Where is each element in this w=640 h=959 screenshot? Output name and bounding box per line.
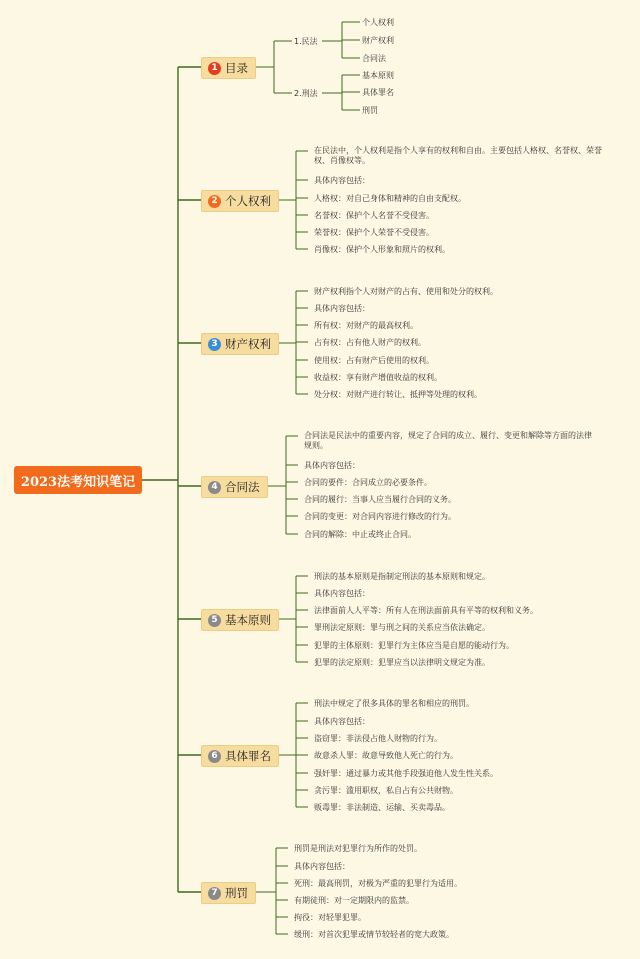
section-label: 财产权利 bbox=[225, 337, 271, 351]
detail-text: 具体内容包括： bbox=[314, 717, 370, 726]
detail-text: 合同的要件：合同成立的必要条件。 bbox=[304, 478, 432, 487]
section-specific-crimes[interactable] bbox=[201, 745, 279, 767]
section-punishment[interactable] bbox=[201, 882, 256, 904]
section-property-rights[interactable] bbox=[201, 333, 279, 355]
badge-5: 5 bbox=[208, 614, 221, 627]
toc-item[interactable]: 个人权利 bbox=[362, 18, 394, 27]
detail-text: 故意杀人罪：故意导致他人死亡的行为。 bbox=[314, 751, 458, 760]
detail-text: 贪污罪：滥用职权，私自占有公共财物。 bbox=[314, 786, 458, 795]
detail-text: 在民法中，个人权利是指个人享有的权利和自由。主要包括人格权、名誉权、荣誉权、肖像权等。 bbox=[314, 146, 602, 165]
section-basic-principles[interactable] bbox=[201, 609, 279, 631]
detail-text: 强奸罪：通过暴力或其他手段强迫他人发生性关系。 bbox=[314, 769, 498, 778]
detail-text: 人格权：对自己身体和精神的自由支配权。 bbox=[314, 194, 466, 203]
toc-item[interactable]: 具体罪名 bbox=[362, 88, 394, 97]
detail-text: 占有权：占有他人财产的权利。 bbox=[314, 338, 426, 347]
section-contract-law[interactable] bbox=[201, 476, 268, 498]
detail-text: 使用权：占有财产后使用的权利。 bbox=[314, 356, 434, 365]
toc-item[interactable]: 合同法 bbox=[362, 54, 386, 63]
section-label: 刑罚 bbox=[225, 886, 248, 900]
detail-text: 刑罚是刑法对犯罪行为所作的处罚。 bbox=[294, 844, 422, 853]
section-toc[interactable] bbox=[201, 57, 256, 79]
detail-text: 犯罪的主体原则：犯罪行为主体应当是自愿的能动行为。 bbox=[314, 641, 514, 650]
detail-text: 刑法中规定了很多具体的罪名和相应的刑罚。 bbox=[314, 699, 474, 708]
detail-text: 名誉权：保护个人名誉不受侵害。 bbox=[314, 211, 434, 220]
detail-text: 荣誉权：保护个人荣誉不受侵害。 bbox=[314, 228, 434, 237]
section-label: 基本原则 bbox=[225, 613, 271, 627]
section-label: 目录 bbox=[225, 61, 248, 75]
detail-text: 具体内容包括： bbox=[294, 862, 350, 871]
section-personal-rights[interactable] bbox=[201, 190, 279, 212]
detail-text: 缓刑：对首次犯罪或情节较轻者的宽大政策。 bbox=[294, 930, 454, 939]
detail-text: 合同的履行：当事人应当履行合同的义务。 bbox=[304, 495, 456, 504]
detail-text: 合同的变更：对合同内容进行修改的行为。 bbox=[304, 512, 456, 521]
detail-text: 死刑：最高刑罚，对极为严重的犯罪行为适用。 bbox=[294, 879, 462, 888]
detail-text: 有期徒刑：对一定期限内的监禁。 bbox=[294, 896, 414, 905]
badge-6: 6 bbox=[208, 750, 221, 763]
detail-text: 合同的解除：中止或终止合同。 bbox=[304, 530, 416, 539]
detail-text: 法律面前人人平等：所有人在刑法面前具有平等的权利和义务。 bbox=[314, 606, 538, 615]
section-label: 个人权利 bbox=[225, 194, 271, 208]
detail-text: 犯罪的法定原则：犯罪应当以法律明文规定为准。 bbox=[314, 658, 490, 667]
section-label: 合同法 bbox=[225, 480, 260, 494]
badge-4: 4 bbox=[208, 481, 221, 494]
detail-text: 具体内容包括： bbox=[304, 461, 360, 470]
detail-text: 拘役：对轻罪犯罪。 bbox=[294, 913, 366, 922]
root-topic[interactable]: 2023法考知识笔记 bbox=[14, 466, 142, 494]
toc-item[interactable]: 刑罚 bbox=[362, 106, 378, 115]
detail-text: 所有权：对财产的最高权利。 bbox=[314, 321, 418, 330]
detail-text: 具体内容包括： bbox=[314, 589, 370, 598]
detail-text: 处分权：对财产进行转让、抵押等处理的权利。 bbox=[314, 390, 482, 399]
detail-text: 财产权利指个人对财产的占有、使用和处分的权利。 bbox=[314, 287, 498, 296]
detail-text: 刑法的基本原则是指制定刑法的基本原则和规定。 bbox=[314, 572, 490, 581]
detail-text: 收益权：享有财产增值收益的权利。 bbox=[314, 373, 442, 382]
badge-7: 7 bbox=[208, 887, 221, 900]
toc-criminal[interactable]: 2.刑法 bbox=[294, 89, 318, 98]
badge-3: 3 bbox=[208, 338, 221, 351]
detail-text: 肖像权：保护个人形象和照片的权利。 bbox=[314, 245, 450, 254]
detail-text: 罪刑法定原则：罪与刑之间的关系应当依法确定。 bbox=[314, 623, 490, 632]
detail-text: 盗窃罪：非法侵占他人财物的行为。 bbox=[314, 734, 442, 743]
toc-civil[interactable]: 1.民法 bbox=[294, 37, 318, 46]
detail-text: 具体内容包括： bbox=[314, 304, 370, 313]
detail-text: 贩毒罪：非法制造、运输、买卖毒品。 bbox=[314, 803, 450, 812]
badge-2: 2 bbox=[208, 195, 221, 208]
badge-1: 1 bbox=[208, 62, 221, 75]
toc-item[interactable]: 基本原则 bbox=[362, 71, 394, 80]
section-label: 具体罪名 bbox=[225, 749, 271, 763]
detail-text: 合同法是民法中的重要内容，规定了合同的成立、履行、变更和解除等方面的法律规则。 bbox=[304, 431, 592, 450]
toc-item[interactable]: 财产权利 bbox=[362, 36, 394, 45]
detail-text: 具体内容包括： bbox=[314, 176, 370, 185]
